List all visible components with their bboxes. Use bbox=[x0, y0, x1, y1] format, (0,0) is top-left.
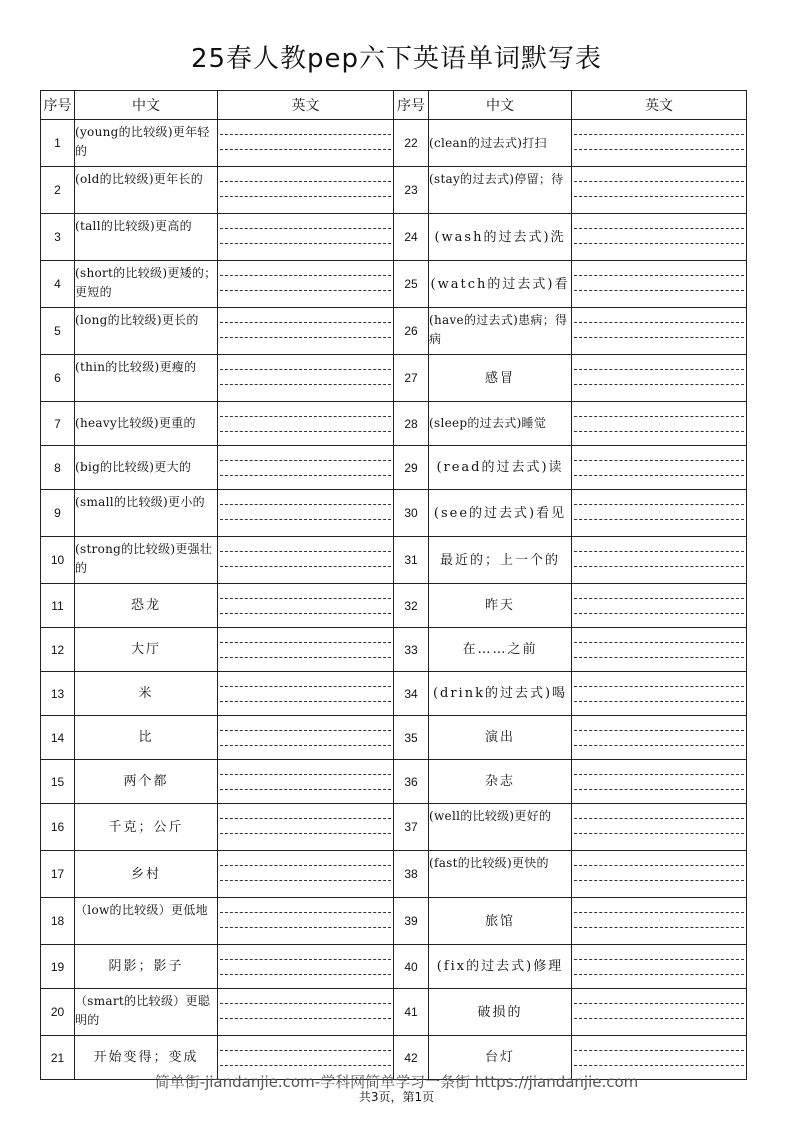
item-number: 26 bbox=[394, 308, 429, 355]
dashed-writing-line bbox=[220, 290, 391, 291]
table-row bbox=[41, 760, 747, 804]
dashed-writing-line bbox=[220, 865, 391, 866]
dashed-writing-line bbox=[220, 416, 391, 417]
table-row bbox=[41, 167, 747, 214]
dashed-writing-line bbox=[574, 460, 744, 461]
dashed-writing-line bbox=[574, 134, 744, 135]
dashed-writing-line bbox=[220, 431, 391, 432]
item-number: 16 bbox=[41, 804, 75, 851]
item-number: 40 bbox=[394, 945, 429, 989]
item-number: 6 bbox=[41, 355, 75, 402]
english-answer-field[interactable] bbox=[572, 355, 747, 402]
chinese-meaning: (big的比较级)更大的 bbox=[75, 446, 218, 490]
dashed-writing-line bbox=[574, 228, 744, 229]
item-number: 1 bbox=[41, 120, 75, 167]
chinese-meaning: 感冒 bbox=[429, 355, 572, 402]
chinese-meaning: 昨天 bbox=[429, 584, 572, 628]
item-number: 29 bbox=[394, 446, 429, 490]
dashed-writing-line bbox=[574, 818, 744, 819]
table-row bbox=[41, 804, 747, 851]
dashed-writing-line bbox=[574, 504, 744, 505]
chinese-meaning: 两个都 bbox=[75, 760, 218, 804]
item-number: 34 bbox=[394, 672, 429, 716]
dashed-writing-line bbox=[574, 959, 744, 960]
english-answer-field[interactable] bbox=[218, 898, 394, 945]
item-number: 7 bbox=[41, 402, 75, 446]
english-answer-field[interactable] bbox=[572, 120, 747, 167]
dashed-writing-line bbox=[220, 181, 391, 182]
dashed-writing-line bbox=[574, 1018, 744, 1019]
chinese-meaning: (tall的比较级)更高的 bbox=[75, 214, 218, 261]
chinese-meaning: (small的比较级)更小的 bbox=[75, 490, 218, 537]
dashed-writing-line bbox=[574, 865, 744, 866]
item-number: 41 bbox=[394, 989, 429, 1036]
dashed-writing-line bbox=[220, 686, 391, 687]
english-answer-field[interactable] bbox=[218, 989, 394, 1036]
dashed-writing-line bbox=[220, 243, 391, 244]
dashed-writing-line bbox=[574, 337, 744, 338]
dashed-writing-line bbox=[220, 912, 391, 913]
dashed-writing-line bbox=[220, 613, 391, 614]
header-chinese-left: 中文 bbox=[75, 91, 218, 120]
chinese-meaning: (wash的过去式)洗 bbox=[429, 214, 572, 261]
chinese-meaning: (drink的过去式)喝 bbox=[429, 672, 572, 716]
chinese-meaning: (fast的比较级)更快的 bbox=[429, 851, 572, 898]
english-answer-field[interactable] bbox=[218, 804, 394, 851]
table-row bbox=[41, 490, 747, 537]
item-number: 13 bbox=[41, 672, 75, 716]
table-row bbox=[41, 716, 747, 760]
dashed-writing-line bbox=[220, 149, 391, 150]
english-answer-field[interactable] bbox=[572, 672, 747, 716]
dashed-writing-line bbox=[220, 566, 391, 567]
dashed-writing-line bbox=[574, 149, 744, 150]
item-number: 18 bbox=[41, 898, 75, 945]
dashed-writing-line bbox=[574, 431, 744, 432]
table-row bbox=[41, 355, 747, 402]
english-answer-field[interactable] bbox=[572, 308, 747, 355]
dashed-writing-line bbox=[574, 1003, 744, 1004]
item-number: 21 bbox=[41, 1036, 75, 1080]
english-answer-field[interactable] bbox=[572, 402, 747, 446]
chinese-meaning: 在……之前 bbox=[429, 628, 572, 672]
dashed-writing-line bbox=[220, 974, 391, 975]
chinese-meaning: 米 bbox=[75, 672, 218, 716]
dashed-writing-line bbox=[220, 384, 391, 385]
dashed-writing-line bbox=[220, 1018, 391, 1019]
item-number: 22 bbox=[394, 120, 429, 167]
english-answer-field[interactable] bbox=[218, 945, 394, 989]
chinese-meaning: (strong的比较级)更强壮的 bbox=[75, 537, 218, 584]
english-answer-field[interactable] bbox=[218, 355, 394, 402]
table-row bbox=[41, 851, 747, 898]
dashed-writing-line bbox=[574, 416, 744, 417]
dashed-writing-line bbox=[574, 275, 744, 276]
dashed-writing-line bbox=[220, 1003, 391, 1004]
chinese-meaning: (fix的过去式)修理 bbox=[429, 945, 572, 989]
english-answer-field[interactable] bbox=[572, 716, 747, 760]
table-row bbox=[41, 672, 747, 716]
dashed-writing-line bbox=[574, 642, 744, 643]
dashed-writing-line bbox=[220, 833, 391, 834]
dashed-writing-line bbox=[574, 730, 744, 731]
item-number: 4 bbox=[41, 261, 75, 308]
english-answer-field[interactable] bbox=[218, 167, 394, 214]
dashed-writing-line bbox=[220, 789, 391, 790]
chinese-meaning: (sleep的过去式)睡觉 bbox=[429, 402, 572, 446]
item-number: 25 bbox=[394, 261, 429, 308]
dashed-writing-line bbox=[574, 243, 744, 244]
item-number: 10 bbox=[41, 537, 75, 584]
english-answer-field[interactable] bbox=[572, 167, 747, 214]
dashed-writing-line bbox=[220, 196, 391, 197]
chinese-meaning: (old的比较级)更年长的 bbox=[75, 167, 218, 214]
english-answer-field[interactable] bbox=[572, 214, 747, 261]
dashed-writing-line bbox=[220, 1065, 391, 1066]
chinese-meaning: (short的比较级)更矮的；更短的 bbox=[75, 261, 218, 308]
dashed-writing-line bbox=[574, 774, 744, 775]
dashed-writing-line bbox=[220, 642, 391, 643]
table-row bbox=[41, 584, 747, 628]
english-answer-field[interactable] bbox=[218, 120, 394, 167]
dashed-writing-line bbox=[220, 551, 391, 552]
item-number: 23 bbox=[394, 167, 429, 214]
header-number-left: 序号 bbox=[41, 91, 75, 120]
table-row bbox=[41, 628, 747, 672]
footer-page-number: 共3页，第1页 bbox=[358, 1090, 435, 1104]
dashed-writing-line bbox=[574, 598, 744, 599]
chinese-meaning: 旅馆 bbox=[429, 898, 572, 945]
english-answer-field[interactable] bbox=[572, 446, 747, 490]
item-number: 39 bbox=[394, 898, 429, 945]
english-answer-field[interactable] bbox=[218, 628, 394, 672]
dashed-writing-line bbox=[220, 745, 391, 746]
vocabulary-dictation-table bbox=[40, 90, 747, 1080]
chinese-meaning: 恐龙 bbox=[75, 584, 218, 628]
chinese-meaning: 乡村 bbox=[75, 851, 218, 898]
item-number: 11 bbox=[41, 584, 75, 628]
dashed-writing-line bbox=[220, 134, 391, 135]
english-answer-field[interactable] bbox=[572, 989, 747, 1036]
dashed-writing-line bbox=[574, 974, 744, 975]
item-number: 38 bbox=[394, 851, 429, 898]
english-answer-field[interactable] bbox=[218, 490, 394, 537]
table-row bbox=[41, 402, 747, 446]
english-answer-field[interactable] bbox=[218, 446, 394, 490]
chinese-meaning: (watch的过去式)看 bbox=[429, 261, 572, 308]
dashed-writing-line bbox=[220, 927, 391, 928]
chinese-meaning: (long的比较级)更长的 bbox=[75, 308, 218, 355]
item-number: 19 bbox=[41, 945, 75, 989]
table-row bbox=[41, 261, 747, 308]
item-number: 36 bbox=[394, 760, 429, 804]
item-number: 35 bbox=[394, 716, 429, 760]
dashed-writing-line bbox=[220, 369, 391, 370]
english-answer-field[interactable] bbox=[218, 402, 394, 446]
dashed-writing-line bbox=[220, 228, 391, 229]
chinese-meaning: 开始变得；变成 bbox=[75, 1036, 218, 1080]
chinese-meaning: 阴影；影子 bbox=[75, 945, 218, 989]
item-number: 17 bbox=[41, 851, 75, 898]
english-answer-field[interactable] bbox=[572, 584, 747, 628]
chinese-meaning: 大厅 bbox=[75, 628, 218, 672]
table-row bbox=[41, 120, 747, 167]
dashed-writing-line bbox=[574, 322, 744, 323]
dashed-writing-line bbox=[220, 519, 391, 520]
chinese-meaning: (read的过去式)读 bbox=[429, 446, 572, 490]
chinese-meaning: (well的比较级)更好的 bbox=[429, 804, 572, 851]
item-number: 3 bbox=[41, 214, 75, 261]
chinese-meaning: 千克；公斤 bbox=[75, 804, 218, 851]
table-row bbox=[41, 308, 747, 355]
dashed-writing-line bbox=[220, 818, 391, 819]
chinese-meaning: 演出 bbox=[429, 716, 572, 760]
dashed-writing-line bbox=[220, 730, 391, 731]
chinese-meaning: (see的过去式)看见 bbox=[429, 490, 572, 537]
chinese-meaning: (clean的过去式)打扫 bbox=[429, 120, 572, 167]
dashed-writing-line bbox=[220, 504, 391, 505]
chinese-meaning: 台灯 bbox=[429, 1036, 572, 1080]
english-answer-field[interactable] bbox=[572, 945, 747, 989]
dashed-writing-line bbox=[220, 657, 391, 658]
chinese-meaning: （low的比较级）更低地 bbox=[75, 898, 218, 945]
item-number: 31 bbox=[394, 537, 429, 584]
chinese-meaning: (thin的比较级)更瘦的 bbox=[75, 355, 218, 402]
table-row bbox=[41, 945, 747, 989]
dashed-writing-line bbox=[574, 1065, 744, 1066]
dashed-writing-line bbox=[574, 657, 744, 658]
dashed-writing-line bbox=[574, 369, 744, 370]
item-number: 12 bbox=[41, 628, 75, 672]
dashed-writing-line bbox=[220, 337, 391, 338]
item-number: 32 bbox=[394, 584, 429, 628]
table-row bbox=[41, 537, 747, 584]
item-number: 20 bbox=[41, 989, 75, 1036]
english-answer-field[interactable] bbox=[218, 672, 394, 716]
dashed-writing-line bbox=[220, 322, 391, 323]
chinese-meaning: 杂志 bbox=[429, 760, 572, 804]
chinese-meaning: (young的比较级)更年轻的 bbox=[75, 120, 218, 167]
table-row bbox=[41, 446, 747, 490]
english-answer-field[interactable] bbox=[572, 261, 747, 308]
english-answer-field[interactable] bbox=[218, 760, 394, 804]
dashed-writing-line bbox=[220, 959, 391, 960]
dashed-writing-line bbox=[574, 880, 744, 881]
chinese-meaning: 最近的；上一个的 bbox=[429, 537, 572, 584]
table-row bbox=[41, 989, 747, 1036]
dashed-writing-line bbox=[574, 566, 744, 567]
english-answer-field[interactable] bbox=[218, 537, 394, 584]
english-answer-field[interactable] bbox=[572, 537, 747, 584]
item-number: 9 bbox=[41, 490, 75, 537]
english-answer-field[interactable] bbox=[218, 716, 394, 760]
dashed-writing-line bbox=[574, 475, 744, 476]
dashed-writing-line bbox=[574, 613, 744, 614]
dashed-writing-line bbox=[574, 181, 744, 182]
chinese-meaning: (heavy比较级)更重的 bbox=[75, 402, 218, 446]
english-answer-field[interactable] bbox=[572, 851, 747, 898]
chinese-meaning: (stay的过去式)停留；待 bbox=[429, 167, 572, 214]
header-number-right: 序号 bbox=[394, 91, 429, 120]
footer-site-text: 简单街-jiandanjie.com-学科网简单学习一条街 https://jiandanjie.com bbox=[154, 1073, 639, 1091]
table-body bbox=[41, 120, 747, 1080]
dashed-writing-line bbox=[220, 701, 391, 702]
dashed-writing-line bbox=[574, 745, 744, 746]
dashed-writing-line bbox=[574, 551, 744, 552]
chinese-meaning: 破损的 bbox=[429, 989, 572, 1036]
english-answer-field[interactable] bbox=[572, 898, 747, 945]
item-number: 27 bbox=[394, 355, 429, 402]
dashed-writing-line bbox=[574, 1050, 744, 1051]
header-chinese-right: 中文 bbox=[429, 91, 572, 120]
dashed-writing-line bbox=[574, 196, 744, 197]
item-number: 28 bbox=[394, 402, 429, 446]
dashed-writing-line bbox=[220, 774, 391, 775]
chinese-meaning: 比 bbox=[75, 716, 218, 760]
chinese-meaning: (have的过去式)患病；得病 bbox=[429, 308, 572, 355]
dashed-writing-line bbox=[220, 1050, 391, 1051]
dashed-writing-line bbox=[574, 701, 744, 702]
item-number: 14 bbox=[41, 716, 75, 760]
english-answer-field[interactable] bbox=[218, 584, 394, 628]
english-answer-field[interactable] bbox=[218, 261, 394, 308]
header-english-left: 英文 bbox=[218, 91, 394, 120]
english-answer-field[interactable] bbox=[572, 490, 747, 537]
dashed-writing-line bbox=[574, 290, 744, 291]
dashed-writing-line bbox=[574, 912, 744, 913]
header-english-right: 英文 bbox=[572, 91, 747, 120]
dashed-writing-line bbox=[574, 927, 744, 928]
dashed-writing-line bbox=[220, 880, 391, 881]
english-answer-field[interactable] bbox=[218, 308, 394, 355]
dashed-writing-line bbox=[220, 475, 391, 476]
english-answer-field[interactable] bbox=[218, 214, 394, 261]
item-number: 5 bbox=[41, 308, 75, 355]
dashed-writing-line bbox=[220, 460, 391, 461]
dashed-writing-line bbox=[574, 686, 744, 687]
dashed-writing-line bbox=[220, 598, 391, 599]
item-number: 2 bbox=[41, 167, 75, 214]
english-answer-field[interactable] bbox=[572, 760, 747, 804]
item-number: 42 bbox=[394, 1036, 429, 1080]
english-answer-field[interactable] bbox=[218, 851, 394, 898]
item-number: 30 bbox=[394, 490, 429, 537]
table-row bbox=[41, 898, 747, 945]
dashed-writing-line bbox=[574, 384, 744, 385]
dashed-writing-line bbox=[220, 275, 391, 276]
dashed-writing-line bbox=[574, 789, 744, 790]
dashed-writing-line bbox=[574, 519, 744, 520]
item-number: 8 bbox=[41, 446, 75, 490]
table-row bbox=[41, 214, 747, 261]
page-title: 25春人教pep六下英语单词默写表 bbox=[190, 44, 603, 74]
english-answer-field[interactable] bbox=[572, 804, 747, 851]
item-number: 24 bbox=[394, 214, 429, 261]
table-header-row bbox=[41, 91, 747, 120]
chinese-meaning: （smart的比较级）更聪明的 bbox=[75, 989, 218, 1036]
item-number: 15 bbox=[41, 760, 75, 804]
item-number: 33 bbox=[394, 628, 429, 672]
item-number: 37 bbox=[394, 804, 429, 851]
english-answer-field[interactable] bbox=[572, 628, 747, 672]
dashed-writing-line bbox=[574, 833, 744, 834]
